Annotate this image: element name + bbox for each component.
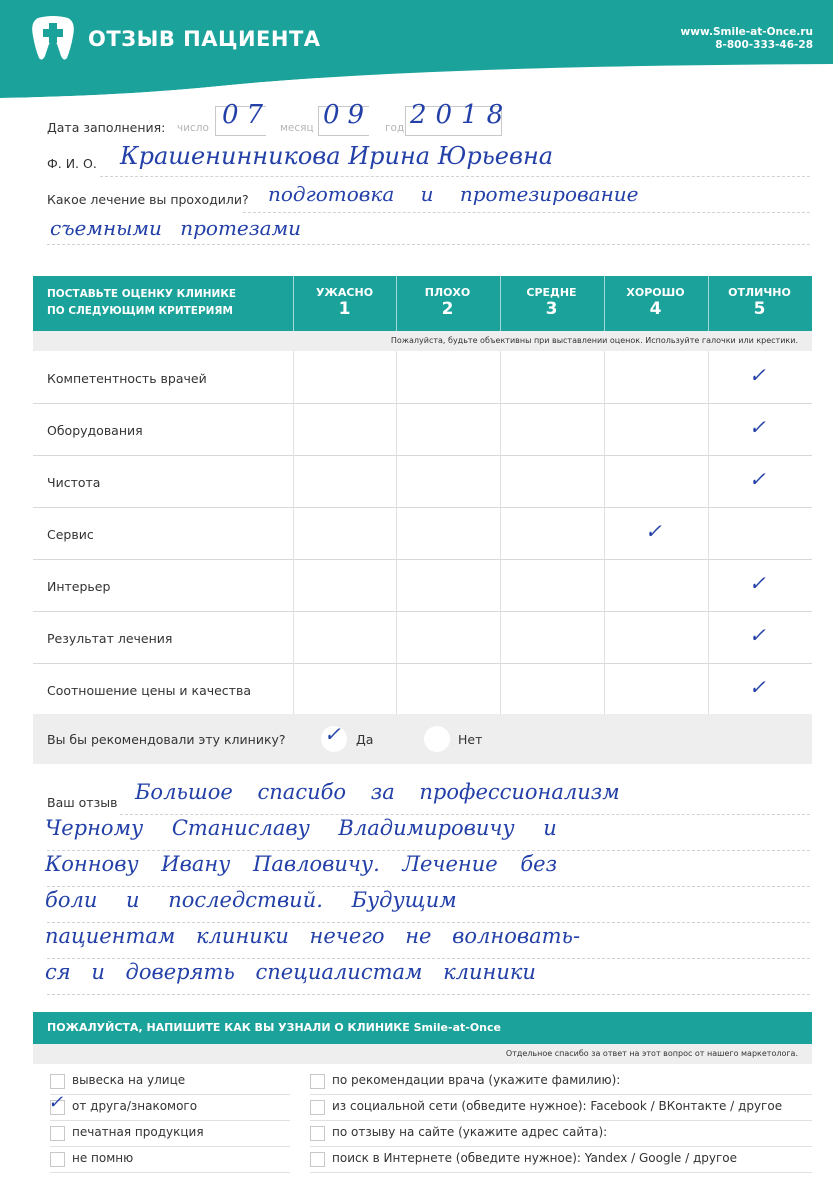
- rating-cell-5[interactable]: [708, 611, 813, 663]
- checkbox[interactable]: [50, 1152, 65, 1167]
- rating-check-mark: ✓: [749, 571, 766, 595]
- recommend-question: Вы бы рекомендовали эту клинику?: [47, 732, 286, 747]
- review-line-4: [47, 922, 810, 923]
- rating-cell-2[interactable]: [396, 403, 501, 455]
- rating-row: [33, 455, 812, 508]
- rating-cell-2[interactable]: [396, 351, 501, 403]
- rating-check-mark: ✓: [645, 519, 662, 543]
- review-line-2: [47, 850, 810, 851]
- rating-row-label: Оборудования: [47, 423, 143, 438]
- rating-cell-4[interactable]: [604, 611, 709, 663]
- criteria-heading: ПОСТАВЬТЕ ОЦЕНКУ КЛИНИКЕ ПО СЛЕДУЮЩИМ КРИТЕРИЯМ: [47, 288, 237, 317]
- rating-cell-2[interactable]: [396, 507, 501, 559]
- rating-row: [33, 611, 812, 664]
- rating-check-mark: ✓: [749, 467, 766, 491]
- rating-cell-5[interactable]: [708, 455, 813, 507]
- review-label: Ваш отзыв: [47, 795, 118, 810]
- rating-row: [33, 403, 812, 456]
- column-heading-2: ПЛОХО 2: [424, 286, 471, 319]
- rating-cell-3[interactable]: [500, 507, 605, 559]
- rating-cell-2[interactable]: [396, 559, 501, 611]
- review-text-line-1[interactable]: Большое спасибо за профессионализм: [135, 780, 620, 804]
- rating-cell-3[interactable]: [500, 611, 605, 663]
- option-dont-remember[interactable]: не помню: [50, 1146, 290, 1173]
- option-friend[interactable]: ✓ от друга/знакомого: [50, 1094, 290, 1121]
- option-signboard[interactable]: вывеска на улице: [50, 1068, 290, 1095]
- phone-number: 8-800-333-46-28: [715, 39, 813, 51]
- option-internet-search[interactable]: поиск в Интернете (обведите нужное): Yandex / Google / другое: [310, 1146, 812, 1173]
- option-social[interactable]: из социальной сети (обведите нужное): Facebook / ВКонтакте / другое: [310, 1094, 812, 1121]
- rating-cell-4[interactable]: [604, 351, 709, 403]
- day-value: 07: [222, 100, 272, 130]
- rating-row: [33, 663, 812, 716]
- rating-cell-3[interactable]: [500, 663, 605, 715]
- rating-cell-5[interactable]: [708, 351, 813, 403]
- rating-cell-4[interactable]: [604, 403, 709, 455]
- review-text-line-5[interactable]: пациентам клиники нечего не волновать-: [45, 924, 581, 948]
- no-radio[interactable]: [424, 726, 450, 752]
- recommend-row: [33, 714, 812, 764]
- rating-row-label: Интерьер: [47, 579, 111, 594]
- rating-cell-4[interactable]: [604, 559, 709, 611]
- rating-check-mark: ✓: [749, 363, 766, 387]
- review-text-line-3[interactable]: Коннову Ивану Павловичу. Лечение без: [45, 852, 558, 876]
- review-text-line-2[interactable]: Черному Станиславу Владимировичу и: [45, 816, 557, 840]
- review-text-line-6[interactable]: ся и доверять специалистам клиники: [45, 960, 536, 984]
- checkbox[interactable]: [50, 1126, 65, 1141]
- option-print[interactable]: печатная продукция: [50, 1120, 290, 1147]
- day-label: число: [177, 122, 209, 134]
- month-label: месяц: [280, 122, 314, 134]
- checkbox[interactable]: [310, 1152, 325, 1167]
- column-heading-4: ХОРОШО 4: [626, 286, 685, 319]
- option-site-review[interactable]: по отзыву на сайте (укажите адрес сайта):: [310, 1120, 812, 1147]
- rating-cell-5[interactable]: [708, 507, 813, 559]
- rating-cell-1[interactable]: [293, 507, 398, 559]
- rating-cell-5[interactable]: [708, 403, 813, 455]
- checkbox[interactable]: [310, 1126, 325, 1141]
- rating-check-mark: ✓: [749, 623, 766, 647]
- review-text-line-4[interactable]: боли и последствий. Будущим: [45, 888, 457, 912]
- rating-note: Пожалуйста, будьте объективны при выставлении оценок. Используйте галочки или крестики.: [33, 331, 812, 351]
- rating-cell-1[interactable]: [293, 403, 398, 455]
- checkbox[interactable]: [310, 1100, 325, 1115]
- review-line-1: [120, 814, 810, 815]
- no-label: Нет: [458, 732, 483, 747]
- rating-cell-1[interactable]: [293, 455, 398, 507]
- rating-cell-1[interactable]: [293, 351, 398, 403]
- rating-check-mark: ✓: [749, 675, 766, 699]
- review-line-5: [47, 958, 810, 959]
- rating-cell-2[interactable]: [396, 455, 501, 507]
- rating-cell-3[interactable]: [500, 559, 605, 611]
- rating-cell-2[interactable]: [396, 611, 501, 663]
- name-line: [100, 176, 810, 177]
- option-doctor[interactable]: по рекомендации врача (укажите фамилию):: [310, 1068, 812, 1095]
- rating-cell-2[interactable]: [396, 663, 501, 715]
- treatment-line-2: [47, 244, 810, 245]
- rating-row-label: Компетентность врачей: [47, 371, 207, 386]
- friend-check-mark: ✓: [48, 1092, 64, 1113]
- treatment-value-1[interactable]: подготовка и протезирование: [268, 182, 639, 206]
- review-line-6: [47, 994, 810, 995]
- website-link[interactable]: www.Smile-at-Once.ru: [680, 26, 813, 38]
- checkbox[interactable]: [310, 1074, 325, 1089]
- treatment-value-2[interactable]: съемными протезами: [50, 216, 302, 240]
- rating-cell-3[interactable]: [500, 351, 605, 403]
- treatment-label: Какое лечение вы проходили?: [47, 192, 249, 207]
- year-value: 2018: [410, 100, 513, 130]
- name-value[interactable]: Крашенинникова Ирина Юрьевна: [120, 142, 554, 170]
- rating-row: [33, 507, 812, 560]
- rating-cell-3[interactable]: [500, 403, 605, 455]
- header-curve: [0, 58, 833, 98]
- rating-cell-1[interactable]: [293, 663, 398, 715]
- yes-check-mark: ✓: [324, 722, 341, 746]
- treatment-line-1: [243, 212, 810, 213]
- rating-check-mark: ✓: [749, 415, 766, 439]
- rating-row-label: Соотношение цены и качества: [47, 683, 251, 698]
- tooth-cross-icon: [30, 14, 76, 62]
- how-found-header: ПОЖАЛУЙСТА, НАПИШИТЕ КАК ВЫ УЗНАЛИ О КЛИНИКЕ Smile-at-Once: [33, 1012, 812, 1044]
- header-contacts: [681, 26, 813, 52]
- ratings-table-header: [33, 276, 812, 331]
- year-label: год: [385, 122, 405, 134]
- column-heading-1: УЖАСНО 1: [315, 286, 374, 319]
- rating-cell-1[interactable]: [293, 559, 398, 611]
- rating-row-label: Сервис: [47, 527, 94, 542]
- yes-label: Да: [356, 732, 374, 747]
- month-value: 09: [323, 100, 373, 130]
- how-found-note: Отдельное спасибо за ответ на этот вопрос от нашего маркетолога.: [33, 1044, 812, 1064]
- rating-row-label: Чистота: [47, 475, 101, 490]
- rating-row: [33, 559, 812, 612]
- rating-cell-4[interactable]: [604, 507, 709, 559]
- rating-cell-5[interactable]: [708, 663, 813, 715]
- checkbox[interactable]: [50, 1074, 65, 1089]
- rating-cell-1[interactable]: [293, 611, 398, 663]
- review-line-3: [47, 886, 810, 887]
- rating-cell-4[interactable]: [604, 663, 709, 715]
- name-label: Ф. И. О.: [47, 156, 97, 171]
- column-heading-3: СРЕДНЕ 3: [526, 286, 577, 319]
- rating-row: [33, 351, 812, 404]
- date-label: Дата заполнения:: [47, 120, 166, 135]
- rating-cell-5[interactable]: [708, 559, 813, 611]
- rating-cell-4[interactable]: [604, 455, 709, 507]
- rating-row-label: Результат лечения: [47, 631, 173, 646]
- rating-cell-3[interactable]: [500, 455, 605, 507]
- page-title: ОТЗЫВ ПАЦИЕНТА: [88, 27, 321, 51]
- column-heading-5: ОТЛИЧНО 5: [728, 286, 791, 319]
